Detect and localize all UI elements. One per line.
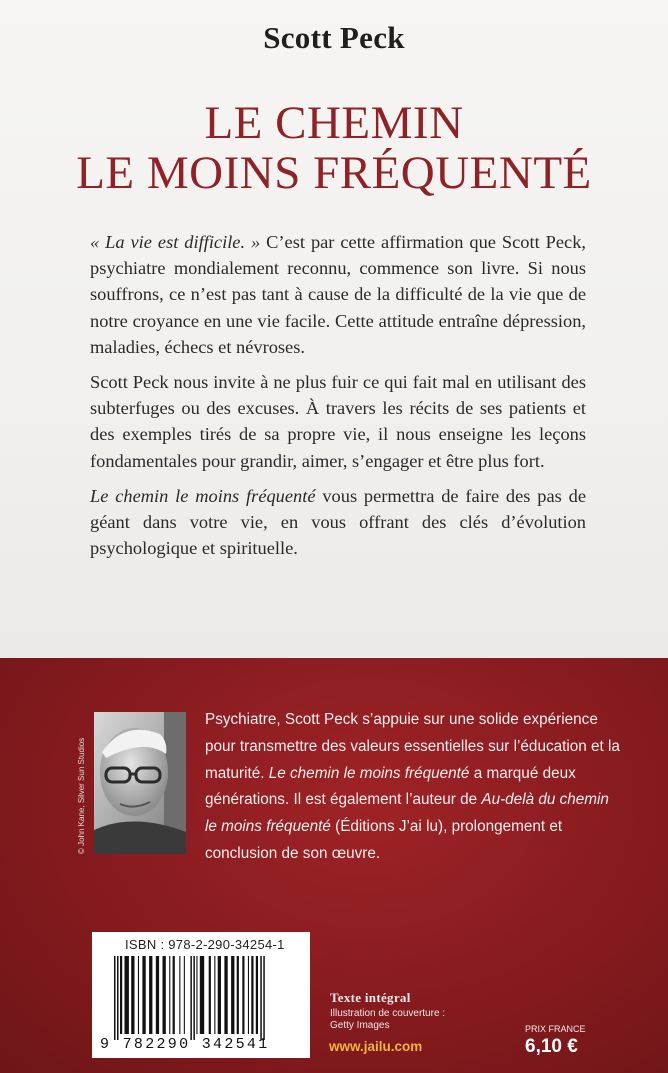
barcode-bar	[248, 956, 249, 1034]
barcode-bar	[214, 956, 215, 1034]
barcode-bar	[138, 956, 139, 1034]
barcode-bar	[224, 956, 227, 1034]
barcode-bar	[163, 956, 166, 1034]
bio-book-title-2: Au-delà du chemin le moins fréquenté	[205, 791, 609, 836]
back-cover-blurb	[90, 229, 586, 570]
bio-text-3: (Éditions J’ai lu), prolongement et conclusion de son œuvre.	[205, 818, 563, 862]
barcode-bar	[169, 956, 170, 1034]
blurb-p1-text: C’est par cette affirmation que Scott Peck, psychiatre mondialement reconnu, commence son livre. Si nous souffrons, ce n’est pas tant à cause de la difficulté de la vie que de notre croyance en une vie facile. Cette attitude entraîne dépression, maladies, échecs et névroses.	[90, 232, 586, 357]
price-value: 6,10 €	[525, 1036, 578, 1057]
barcode-bar	[142, 956, 145, 1034]
author-photo	[94, 712, 186, 854]
blurb-paragraph-3	[90, 483, 586, 562]
blurb-book-title: Le chemin le moins fréquenté	[90, 485, 316, 506]
barcode-bar	[209, 956, 211, 1034]
bio-book-title-1: Le chemin le moins fréquenté	[268, 764, 470, 782]
barcode-bar	[125, 956, 129, 1034]
publisher-website[interactable]: www.jailu.com	[329, 1039, 423, 1054]
barcode-bar	[200, 956, 204, 1034]
texte-integral-label: Texte intégral	[330, 990, 411, 1005]
barcode-bar	[184, 956, 185, 1034]
author-name: Scott Peck	[263, 20, 405, 55]
ean-digits: 9 782290 342541	[100, 1036, 270, 1053]
barcode-bar	[256, 956, 258, 1034]
blurb-paragraph-1	[90, 229, 586, 360]
barcode-bar	[114, 956, 116, 1040]
barcode-bar	[190, 956, 192, 1040]
barcode-bar	[149, 956, 152, 1034]
price-label: PRIX FRANCE	[525, 1024, 586, 1034]
photo-credit-text: © John Kane, Silver Sun Studios	[77, 737, 86, 854]
bio-text-1: Psychiatre, Scott Peck s’appuie sur une solide expérience pour transmettre des valeurs essentielles sur l’éducation et la maturité.	[205, 711, 620, 782]
author-bio	[205, 707, 625, 868]
barcode-bar	[242, 956, 244, 1034]
illustration-credit-line-1: Illustration de couverture :	[330, 1008, 446, 1019]
barcode-bar	[237, 956, 239, 1034]
barcode-panel	[92, 932, 310, 1058]
book-title-line-2: LE MOINS FRÉQUENTÉ	[76, 147, 592, 199]
barcode-bar	[156, 956, 159, 1034]
barcode-bar	[193, 956, 195, 1040]
isbn-number: ISBN : 978-2-290-34254-1	[125, 937, 285, 952]
illustration-credit-line-2: Getty Images	[330, 1020, 390, 1031]
barcode-bar	[117, 956, 119, 1040]
barcode-bar	[120, 956, 122, 1034]
barcode-bar	[260, 956, 262, 1040]
barcode-bar	[231, 956, 234, 1034]
barcode-bar	[218, 956, 221, 1034]
book-title-line-1: LE CHEMIN	[204, 97, 464, 149]
barcode-bar	[131, 956, 134, 1034]
blurb-paragraph-2: Scott Peck nous invite à ne plus fuir ce qui fait mal en utilisant des subterfuges ou des excuses. À travers les récits de ses patients et des exemples tirés de sa propre vie, il nous enseigne les leçons fondamentales pour grandir, aimer, s’engager et être plus fort.	[90, 372, 586, 471]
bio-text-2: a marqué deux générations. Il est également l’auteur de	[205, 764, 576, 809]
photo-credit	[69, 714, 85, 854]
barcode-bar	[173, 956, 175, 1034]
barcode-bar	[179, 956, 180, 1034]
barcode-bar	[263, 956, 265, 1040]
barcode-bar	[196, 956, 197, 1034]
blurb-quote: « La vie est difficile. »	[90, 232, 261, 252]
author-portrait-illustration	[94, 712, 186, 854]
illustration-credit	[330, 1008, 450, 1032]
blurb-p3-text: vous permettra de faire des pas de géant dans votre vie, en vous offrant des clés d’évolution psychologique et spirituelle.	[90, 485, 586, 559]
barcode-bar	[251, 956, 253, 1034]
